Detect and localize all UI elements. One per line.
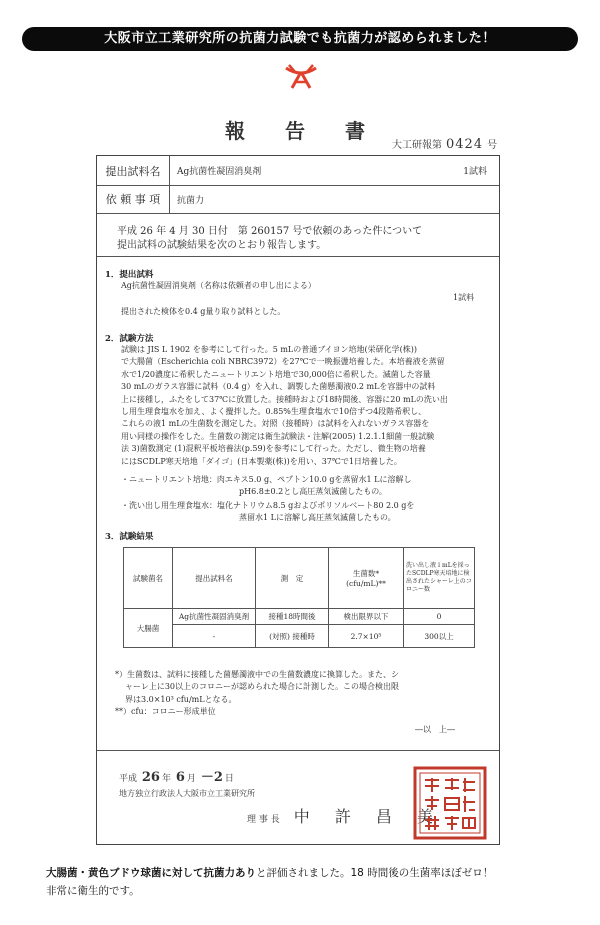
note-line: **）cfu：コロニー形成単位 <box>115 707 216 717</box>
section3-heading: 3．試験結果 <box>105 532 154 542</box>
measure-cell: (対照) 接種時 <box>256 625 329 648</box>
report-number-value: 0424 <box>446 137 484 152</box>
method-line: し用生理食塩水を加え、よく攪拌した。0.85%生理食塩水で10倍ずつ4段階希釈し、 <box>121 407 427 417</box>
submitted-sample-label: 提出試料名 <box>97 156 170 185</box>
results-table <box>123 547 475 648</box>
note-line: 界は3.0×10³ cfu/mLとなる。 <box>125 694 237 704</box>
col-header: 生菌数* (cfu/mL)** <box>329 548 404 609</box>
colonies-cell: 300以上 <box>404 625 475 648</box>
section1-line: Ag抗菌性凝固消臭剤（名称は依頼者の申し出による） <box>121 281 316 290</box>
request-item-row <box>97 185 499 214</box>
issue-date <box>119 766 234 785</box>
date-year: 26 <box>141 770 160 785</box>
official-seal-icon <box>413 766 487 840</box>
method-line: 試験は JIS L 1902 を参考にして行った。5 mLの普通ブイヨン培地(栄研化学(株)) <box>121 345 417 354</box>
section-divider <box>97 256 499 257</box>
intro-line: 平成 26 年 4 月 30 日付 第 260157 号で依頼のあった件について <box>117 226 423 237</box>
col-header: 測 定 <box>256 548 329 609</box>
caption-highlight: 大腸菌・黄色ブドウ球菌に対して抗菌力あり <box>46 867 256 879</box>
method-line: 法 3)菌数測定 (1)混釈平板培養法(p.59)を参考にして行った。ただし、微生物の培養 <box>121 444 426 454</box>
method-line: 用い同様の操作をした。生菌数の測定は衛生試験法・注解(2005) 1.2.1.1細菌一般試験 <box>121 431 435 441</box>
sample-cell: - <box>173 625 256 648</box>
media-line: ・洗い出し用生理食塩水：塩化ナトリウム8.5 gおよびポリソルベート80 2.0 gを <box>121 501 415 510</box>
request-item-value: 抗菌力 <box>177 195 205 206</box>
media-line: pH6.8±0.2とし高圧蒸気滅菌したもの。 <box>239 487 387 496</box>
report-number-prefix: 大工研報第 <box>392 140 442 151</box>
institute-logo-icon <box>283 62 319 92</box>
note-line: ャーレ上に30以上のコロニーが認められた場合に計測した。この場合検出限 <box>125 682 400 692</box>
date-year-unit: 年 <box>161 774 171 784</box>
director-title: 理 事 長 <box>247 815 280 825</box>
count-cell: 検出限界以下 <box>329 609 404 625</box>
end-mark: ―以 上― <box>415 725 455 734</box>
submitted-sample-qty: 1試料 <box>463 167 487 177</box>
sample-cell: Ag抗菌性凝固消臭剤 <box>173 609 256 625</box>
notes <box>115 669 399 719</box>
organism-cell: 大腸菌 <box>124 609 173 648</box>
caption-text-line2: 非常に衛生的です。 <box>46 885 140 897</box>
section1-heading: 1．提出試料 <box>105 270 154 280</box>
date-day: －2 <box>200 770 223 785</box>
media-line: ・ニュートリエント培地：肉エキス5.0 g、ペプトン10.0 gを蒸留水1 Lに溶解し <box>121 475 412 484</box>
date-month-unit: 月 <box>186 774 196 784</box>
media-line: 蒸留水1 Lに溶解し高圧蒸気滅菌したもの。 <box>239 513 396 522</box>
submitted-sample-row <box>97 156 499 186</box>
section2-heading: 2．試験方法 <box>105 334 154 344</box>
section2-body <box>121 344 448 468</box>
measure-cell: 接種18時間後 <box>256 609 329 625</box>
intro-text <box>117 225 422 253</box>
col-header: 試験菌名 <box>124 548 173 609</box>
issuing-organization: 地方独立行政法人大阪市立工業研究所 <box>119 789 255 798</box>
report-number-suffix: 号 <box>487 140 498 151</box>
date-day-unit: 日 <box>224 774 234 784</box>
method-line: これらの液1 mLの生菌数を測定した。対照（接種時）は試料を入れないガラス容器を <box>121 419 430 429</box>
report-title: 報 告 書 <box>225 119 375 143</box>
director-name: 中 許 昌 美 <box>293 807 443 826</box>
method-line: にはSCDLP寒天培地「ダイゴ」(日本製薬(株))を用い、37℃で1日培養した。 <box>121 456 402 466</box>
method-line: で大腸菌（Escherichia coli NBRC3972）を27℃で一晩振盪培養した。本培養液を蒸留 <box>121 357 445 367</box>
summary-caption <box>46 864 576 900</box>
request-item-label: 依 頼 事 項 <box>97 185 170 213</box>
table-row <box>124 625 475 648</box>
headline-banner: 大阪市立工業研究所の抗菌力試験でも抗菌力が認められました！ <box>22 27 578 51</box>
date-month: 6 <box>175 770 185 785</box>
section1-line: 提出された検体を0.4 g量り取り試料とした。 <box>121 307 286 316</box>
table-header-row <box>124 548 475 609</box>
footer-divider <box>97 750 499 751</box>
count-cell: 2.7×10⁵ <box>329 625 404 648</box>
date-era: 平成 <box>119 774 138 784</box>
table-row <box>124 609 475 625</box>
section1-qty: 1試料 <box>453 293 475 302</box>
note-line: *）生菌数は、試料に接種した菌懸濁液中での生菌数濃度に換算した。また、シ <box>115 670 399 679</box>
method-line: 上に接種し，ふたをして37℃に放置した。接種時および18時間後、容器に20 mLの洗い出 <box>121 394 448 404</box>
caption-text: と評価されました。18 時間後の生菌率ほぼゼロ！ <box>256 867 494 879</box>
intro-line: 提出試料の試験結果を次のとおり報告します。 <box>117 240 327 251</box>
report-number <box>392 136 497 152</box>
report-frame <box>96 155 500 845</box>
submitted-sample-value: Ag抗菌性凝固消臭剤 <box>177 167 262 177</box>
col-header: 提出試料名 <box>173 548 256 609</box>
col-header: 洗い出し液１mLを採ったSCDLP寒天培地に検出されたシャーレ上のコロニー数 <box>404 548 475 609</box>
method-line: 水で1/20濃度に希釈したニュートリエント培地で30,000倍に希釈した。滅菌した容量 <box>121 369 431 379</box>
method-line: 30 mLのガラス容器に試料（0.4 g）を入れ、調製した菌懸濁液0.2 mLを容器中の試料 <box>121 382 436 392</box>
colonies-cell: 0 <box>404 609 475 625</box>
